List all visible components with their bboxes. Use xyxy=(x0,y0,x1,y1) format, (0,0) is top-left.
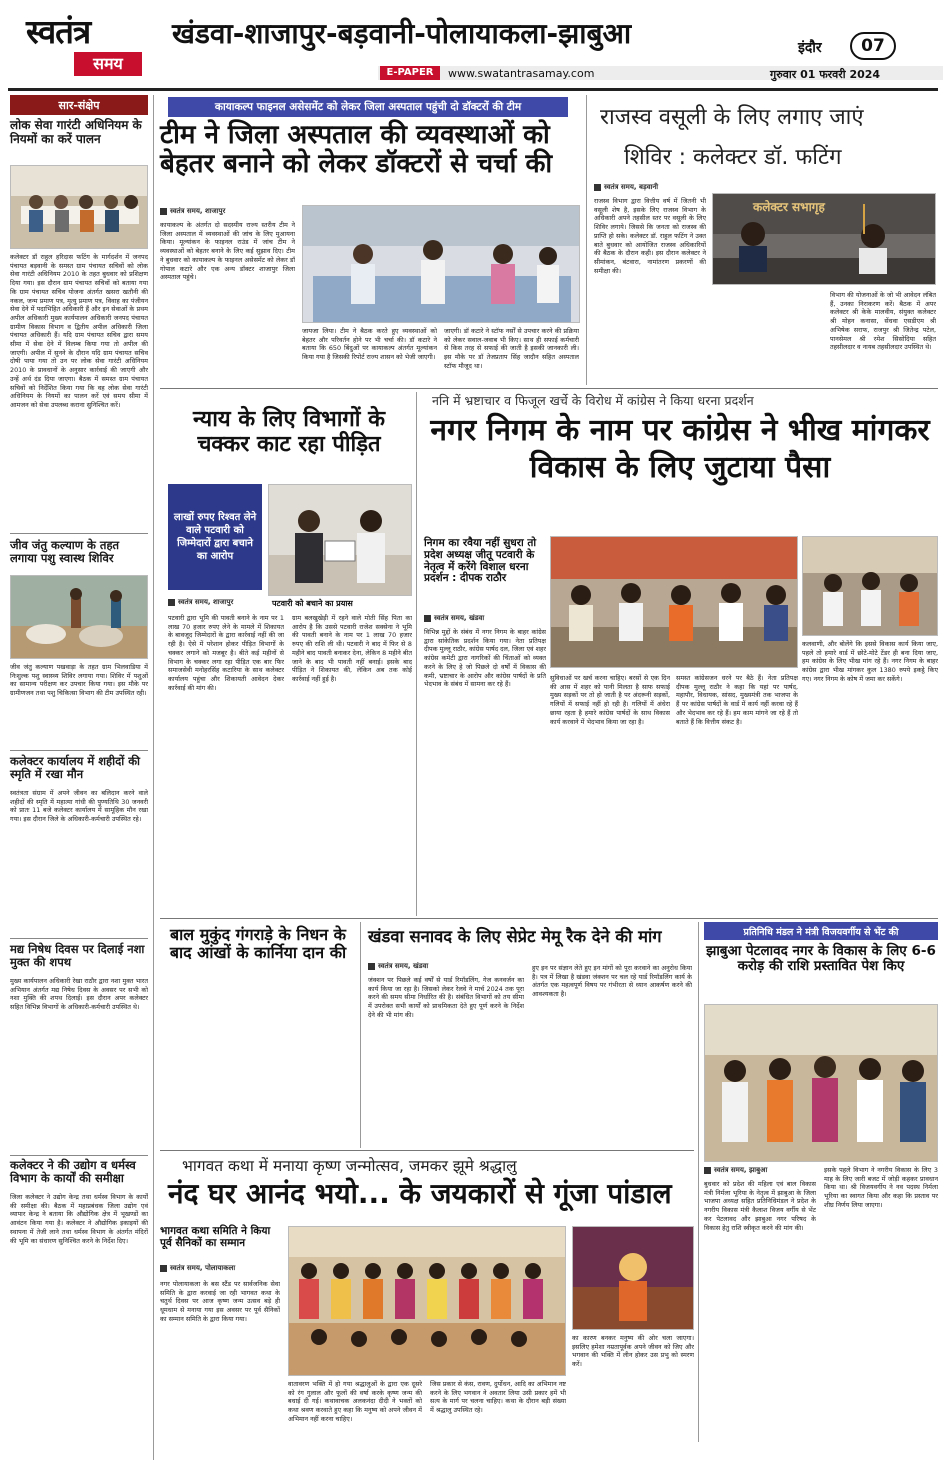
bhagwat-photo-image xyxy=(289,1227,566,1376)
congress-byline xyxy=(424,614,484,623)
congress-col1: विभिन्न मुद्दों के संबंध में नगर निगम के बाहर कांग्रेस द्वारा सांकेतिक प्रदर्शन किया गया। नेता प्रतिपक्ष दीपक मुल्लू राठौर, कांग्रेस पार्षद दल, जिला एवं शहर कांग्रेस कमेटी द्वारा नागरिकों की चिंताओं को व्यक्त करने के लिए हे जो पिछले दो वर्षों में विकास की कमी, भ्रष्टाचार के आरोप और कांग्रेस पार्षदों के प्रति भेदभाव के संबंध में सामना कर रहे हैं। xyxy=(424,628,546,689)
hospital-col3: जाएगी। डॉ कटारे ने स्टॉफ नर्सों से उपचार करने की प्रक्रिया को लेकर सवाल-जवाब भी किए। साथ ही सफाई कर्मचारी से किस तरह से सफाई की जाती है इसकी जानकारी ली। इस मौके पर डॉ तेजप्रताप सिंह जादौन सहित अस्पताल स्टॉफ मौजूद था। xyxy=(444,327,579,370)
bhagwat-col3: जिस प्रकार से कंस, रावण, दुर्योधन, आदि का अभिमान नष्ट करने के लिए भगवान ने अवतार लिया उसी प्रकार हमें भी सत्य के मार्ग पर चलना चाहिए। कथा के दौरान बड़ी संख्या में श्रद्धालु उपस्थित रहे। xyxy=(430,1380,566,1415)
congress-side-photo xyxy=(802,536,938,636)
hospital-byline-text: स्वतंत्र समय, शाजापुर xyxy=(170,207,226,215)
page-number: 07 xyxy=(861,36,885,56)
sidebar-item-text: स्वतंत्रता संग्राम में अपने जीवन का बलिदान करने वाले शहीदों की स्मृति में महात्मा गांधी की पुण्यतिथि 30 जनवरी को प्रातः 11 बजे कलेक्टर कार्यालय में सामूहिक मौन रखा गया। इस दौरान जिले के अधिकारी-कर्मचारी उपस्थित रहे। xyxy=(10,789,148,824)
petlawad-headline: झाबुआ पेटलावद नगर के विकास के लिए 6-6 करोड़ की राशि प्रस्तावित पेश किए xyxy=(706,943,936,975)
bhagwat-byline xyxy=(160,1264,235,1273)
revenue-col2: विभाग की योजनाओं के जो भी आवेदन लंबित हैं, उनका निराकरण करें। बैठक में अपर कलेक्टर श्री केके मालवीय, संयुक्त कलेक्टर श्री मोहन कनासा, सेंधवा एसडीएम श्री अभिषेक सराफ, राजपुर श्री जितेन्द्र पटेल, पानसेमल श्री रमेश सिसोदिया सहित तहसीलदार व नायब तहसीलदार उपस्थित थे। xyxy=(830,291,936,352)
petlawad-byline-text: स्वतंत्र समय, झाबुआ xyxy=(714,1166,768,1174)
masthead xyxy=(0,0,945,90)
memu-byline xyxy=(368,962,428,971)
section-divider xyxy=(160,388,938,389)
livestock-camp-image xyxy=(11,576,148,659)
sidebar-column-rule xyxy=(153,95,154,1460)
patwari-byline xyxy=(168,598,233,607)
section-divider xyxy=(160,1150,694,1151)
revenue-photo xyxy=(712,193,936,285)
patwari-photo-image xyxy=(269,485,412,596)
congress-protest-image xyxy=(551,537,798,668)
sidebar-item-headline: मद्य निषेध दिवस पर दिलाई नशा मुक्त की शपथ xyxy=(10,942,145,970)
donation-headline: बाल मुकुंद गंगराड़े के निधन के बाद आंखों के कार्निया दान की xyxy=(169,925,347,962)
column-rule xyxy=(416,392,417,916)
sidebar-divider xyxy=(10,750,148,751)
memu-col2: हुए इन पर संज्ञान लेते हुए इन मांगों को पूरा करवाने का अनुरोध किया है। पत्र में लिखा है खंडवा जंक्शन पर चल रहे यार्ड रिमॉडलिंग कार्य के अंतर्गत एक महत्वपूर्ण विषय पर गंभीरता से ध्यान आकर्षण करने की आवश्यकता है। xyxy=(532,964,692,999)
column-rule xyxy=(698,922,699,1442)
memu-story xyxy=(368,922,694,1148)
sidebar-divider xyxy=(10,533,148,534)
hospital-col1: कायाकल्प के अंतर्गत दो सदस्यीय राज्य स्तरीय टीम ने जिला अस्पताल में व्यवस्थाओं की जांच के लिए मुआयना किया। मूल्यांकन के फाइनल राउंड में जांच टीम ने व्यवस्थाओं को बेहतर बनाने के लिए कई सुझाव दिए। टीम ने बुधवार को कायाकल्प के फाइनल असेसमेंट को लेकर डॉ गोपाल कटारे और एक अन्य डॉक्टर शाजापुर जिला अस्पताल पहुंचे। xyxy=(160,221,295,282)
revenue-headline-line2: शिविर : कलेक्टर डॉ. फटिंग xyxy=(624,145,842,170)
patwari-col2: ग्राम बलखुखेड़ी में रहने वाले मोती सिंह पिता का आरोप है कि उससे पटवारी राजेश सक्सेना ने भूमि की पावती बनाने के नाम पर 1 लाख 70 हजार रुपए की राशि ली थी। पटवारी ने बाद में फिर से 8 महीने बाद पावती बनाकर देना, लेकिन 8 महीने बीत जाने के बाद भी पावती नहीं बनाई। इसके बाद पीड़ित ने शिकायत की, लेकिन अब तक कोई कार्रवाई नहीं हुई है। xyxy=(292,614,412,683)
sidebar-item-text: मुख्य कार्यपालन अधिकारी रेखा राठौर द्वारा नशा मुक्त भारत अभियान अंतर्गत मद्य निषेध दिवस के अवसर पर सभी को नशा मुक्ति की शपथ दिलाई। इस दौरान अपर कलेक्टर सहित विभिन्न विभागों के अधिकारी-कर्मचारी उपस्थित थे। xyxy=(10,977,148,1012)
revenue-story xyxy=(594,95,936,385)
petlawad-col1: बुधवार को प्रदेश की महिला एवं बाल विकास मंत्री निर्मला भूरिया के नेतृत्व में झाबुआ के जिला भाजपा अध्यक्ष सहित प्रतिनिधिमंडल ने प्रदेश के नगरीय विकास मंत्री कैलाश विजय वर्गीय से भेंट कर पेटलावद और झाबुआ नगर परिषद के विकास हेतु राशि स्वीकृत करने की मांग की। xyxy=(704,1180,816,1232)
logo[interactable] xyxy=(26,14,152,82)
revenue-headline-line1: राजस्व वसूली के लिए लगाए जाएं xyxy=(600,105,864,130)
petlawad-kicker: प्रतिनिधि मंडल ने मंत्री विजयवर्गीय से भेंट की xyxy=(704,922,938,940)
city-label: इंदौर xyxy=(798,40,822,56)
patwari-photo-caption: पटवारी को बचाने का प्रयास xyxy=(272,599,353,608)
hospital-photo xyxy=(302,205,580,323)
bhagwat-photo xyxy=(288,1226,566,1376)
petlawad-photo xyxy=(704,1004,938,1162)
logo-top-text: स्वतंत्र xyxy=(26,12,91,51)
column-rule xyxy=(586,95,587,385)
congress-col2: सुविधाओं पर खर्च करना चाहिए। बरसों से एक दिन की आस में शहर को पानी मिलता है साफ सफाई मुख्य सड़कों पर तो हो जाती है पर अंदरूनी सड़कों, गलियों में सफाई नहीं हो रही है। गलियों में अंधेरा छाया रहता है हमारे कांग्रेस पार्षदों के साथ विकास कार्य करवाने में भेदभाव किया जा रहा है। xyxy=(550,674,670,726)
bhagwat-kicker: भागवत कथा में मनाया कृष्ण जन्मोत्सव, जमकर झूमे श्रद्धालु xyxy=(182,1157,517,1175)
patwari-headline: न्याय के लिए विभागों के चक्कर काट रहा पीड़ित xyxy=(192,407,386,457)
byline-marker xyxy=(168,599,175,606)
bhagwat-col1: नगर पोलायाकला के बस स्टैंड पर सार्वजनिक सेवा समिति के द्वारा करवाई जा रही भागवत कथा के चतुर्थ दिवस पर आज कृष्ण जन्म उत्सव बड़े ही धूमधाम से मनाया गया इस अवसर पर पूर्व सैनिकों का सम्मान समिति के द्वारा किया गया। xyxy=(160,1280,280,1323)
donation-story xyxy=(160,922,356,1140)
page-number-badge xyxy=(850,32,896,60)
congress-story xyxy=(422,392,938,916)
sidebar-item xyxy=(10,755,148,920)
memu-col1: जंक्शन पर पिछले कई वर्षों से यार्ड रिमॉडलिंग, गेज कनवर्जन का कार्य किया जा रहा है। जिसको लेकर रेलवे ने मार्च 2024 तक पूरा करने की समय सीमा निर्धारित की है। संबंधित विभागों को तय सीमा में उपरोक्त सभी कार्यों को प्राथमिकता देते हुए पूर्ण करने के निर्देश देने की भी मांग की। xyxy=(368,976,524,1019)
sidebar-divider xyxy=(10,1155,148,1156)
patwari-story xyxy=(160,392,412,916)
sidebar-item xyxy=(10,1159,148,1459)
sidebar xyxy=(10,95,148,1460)
petlawad-story xyxy=(704,922,938,1452)
congress-protest-photo xyxy=(550,536,798,668)
bhagwat-col2: वातावरण भक्ति में हो गया श्रद्धालुओं के द्वारा एक दूसरे को रंग गुलाल और फूलों की वर्षा करके कृष्ण जन्म की बधाई दी गई। कथावाचक अलकनंदा दीदी ने भक्तों को कथा श्रवण करवाते हुए कहा कि मनुष्य को अपने जीवन में अभिमान नहीं करना चाहिए। xyxy=(288,1380,422,1423)
byline-marker xyxy=(424,615,431,622)
memu-byline-text: स्वतंत्र समय, खंडवा xyxy=(378,962,429,970)
byline-marker xyxy=(160,208,167,215)
byline-marker xyxy=(368,963,375,970)
hospital-byline xyxy=(160,207,225,216)
bhagwat-side-photo xyxy=(572,1226,694,1330)
sidebar-item xyxy=(10,539,148,769)
sidebar-item xyxy=(10,943,148,1153)
revenue-byline xyxy=(594,183,658,192)
revenue-byline-text: स्वतंत्र समय, बड़वानी xyxy=(604,183,659,191)
hospital-col2: जायजा लिया। टीम ने बैठक करते हुए व्यवस्थाओं को बेहतर और परिवर्तन होने पर भी चर्चा की। डॉ कटारे ने बताया कि 650 बिंदुओं पर कायाकल्प अंतर्गत मूल्यांकन किया गया है जिसकी रिपोर्ट राज्य शासन को भेजी जाएगी। xyxy=(302,327,437,362)
patwari-col1: पटवारी द्वारा भूमि की पावती बनाने के नाम पर 1 लाख 70 हजार रुपए लेने के मामले में शिकायत के बावजूद जिम्मेदारों के द्वारा कार्रवाई नहीं की जा रही है। ऐसे में परेशान होकर पीड़ित विभागों के चक्कर लगाने को मजबूर है। बीते कई महीनों से विभाग के चक्कर लगा रहा पीड़ित एक बार फिर समाजसेवी मनोहरसिंह कटारिया के साथ कलेक्टर कार्यालय पहुंचा और शिकायती आवेदन देकर कार्रवाई की मांग की। xyxy=(168,614,284,692)
sidebar-item-text: कलेक्टर डॉ राहुल हरिदास फटिंग के मार्गदर्शन में जनपद पंचायत बड़वानी के समस्त ग्राम पंचायत सचिवों को लोक सेवा गारंटी अधिनियम 2010 के तहत बुधवार को प्रशिक्षण दिया गया। इस दौरान ग्राम पंचायत सचिवों को बताया गया कि ग्राम पंचायत सचिव योजना अंतर्गत खसरा खतौनी की नकल, जन्म प्रमाण पत्र, मृत्यु प्रमाण पत्र, विवाह का पंजीयन सेवा देने में पदाभिहित अधिकारी हैं और इन सेवाओं के प्रथम अपील अधिकारी मुख्य कार्यपालन अधिकारी जनपद पंचायत ग्रामीण विकास विभाग व द्वितीय अपील अधिकारी जिला पंचायत अधिकारी हैं। यदि ग्राम पंचायत सचिव द्वारा समय सीमा में सेवा देने में विलम्ब किया गया तो अपील की जाएगी। अपील में सुनने के दौरान यदि ग्राम पंचायत सचिव दोषी पाया गया तो उन पर लोक सेवा गारंटी अधिनियम 2010 के प्रावधानों के अनुसार कार्रवाई की जाएगी और उन्हें अर्थ दंड दिया जाएगा। बैठक में समस्त ग्राम पंचायत सचिवों को निर्देशित किया गया कि वह लोक सेवा गारंटी अधिनियम के नियमों का पालन करें एवं समय सीमा में आमजन को सेवा उपलब्ध कराना सुनिश्चित करें। xyxy=(10,253,148,409)
bhagwat-story xyxy=(160,1152,694,1460)
petlawad-photo-image xyxy=(705,1005,938,1162)
sidebar-item-headline: लोक सेवा गारंटी अधिनियम के नियमों का करें पालन xyxy=(10,118,142,146)
section-divider xyxy=(160,918,938,919)
livestock-camp-photo xyxy=(10,575,148,659)
meeting-photo xyxy=(10,165,148,249)
bhagwat-col4: का कारण बनकर मनुष्य की ओर चला जाएगा। इसलिए हमेशा नम्रतापूर्वक अपने जीवन को जिए और भगवान की भक्ति में लीन होकर उस प्रभु को स्मरण करें। xyxy=(572,1334,694,1369)
column-rule xyxy=(360,922,361,1148)
hospital-headline: टीम ने जिला अस्पताल की व्यवस्थाओं को बेहतर बनाने को लेकर डॉक्टरों से चर्चा की xyxy=(160,120,553,180)
congress-byline-text: स्वतंत्र समय, खंडवा xyxy=(434,614,485,622)
byline-marker xyxy=(704,1167,711,1174)
revenue-col1: राजस्व विभाग द्वारा वित्तीय वर्ष में जितनी भी वसूली शेष है, इसके लिए राजस्व विभाग के अधिकारी अपने तहसील स्तर पर वसूली के लिए शिविर लगाये। जिससे कि जनता को राजस्व की प्राप्ति हो सके। कलेक्टर डॉ. राहुल फटिंग ने उक्त बाते बुधवार को आयोजित राजस्व अधिकारियों की बैठक के दौरान कही। इस दौरान कलेक्टर ने सीमांकन, बंटवारा, नामांतरण प्रकरणों की समीक्षा की। xyxy=(594,197,706,275)
byline-marker xyxy=(594,184,601,191)
hospital-story xyxy=(160,95,580,385)
patwari-byline-text: स्वतंत्र समय, शाजापुर xyxy=(178,598,234,606)
sidebar-item-headline: कलेक्टर कार्यालय में शहीदों की स्मृति में रखा मौन xyxy=(10,754,141,782)
bhagwat-byline-text: स्वतंत्र समय, पोलायाकला xyxy=(170,1264,236,1272)
petlawad-col2: इसके पहले विभाग ने नगरीय विकास के लिए 3 माह के लिए जारी बजट में जोड़ी कहकर प्रावधान किया था। श्री विजयवर्गीय ने नव पदस्थ निर्मला भूरिया का स्वागत किया और कहा कि प्रस्ताव पर शीघ्र निर्णय लिया जाएगा। xyxy=(824,1166,938,1209)
bhagwat-headline: नंद घर आनंद भयो... के जयकारों से गूंजा पांडाल xyxy=(168,1177,672,1210)
bhagwat-subhead: भागवत कथा समिति ने किया पूर्व सैनिकों का सम्मान xyxy=(160,1225,271,1249)
sidebar-divider xyxy=(10,938,148,939)
congress-kicker: ननि में भ्रष्टाचार व फिजूल खर्चे के विरोध में कांग्रेस ने किया धरना प्रदर्शन xyxy=(432,393,754,408)
meeting-photo-image xyxy=(11,166,148,249)
sidebar-item-headline: कलेक्टर ने की उद्योग व धर्मस्व विभाग के कार्यों की समीक्षा xyxy=(10,1158,136,1186)
sidebar-item xyxy=(10,119,148,479)
byline-marker xyxy=(160,1265,167,1272)
logo-bottom-text: समय xyxy=(74,52,142,76)
congress-headline: नगर निगम के नाम पर कांग्रेस ने भीख मांगकर विकास के लिए जुटाया पैसा xyxy=(430,413,930,486)
patwari-photo xyxy=(268,484,412,596)
sidebar-item-text: जीव जंतु कल्याण पखवाड़ा के तहत ग्राम भिलवाडिया में निःशुल्क पशु स्वास्थ्य शिविर लगाया गया। शिविर में पशुओं का सामान्य परीक्षण कर उपचार किया गया। इस मौके पर ग्रामीणजन तथा पशु चिकित्सा विभाग की टीम उपस्थित रही। xyxy=(10,663,148,698)
congress-col4: कलवाणी, और बोलेंगे कि इससे विकास कार्य किया जाए, पहले तो हमारे वार्ड में छोटे-मोटे टेंडर ही बना दिया जाए, हम कांग्रेस के लिए भीख मांग रहे हैं। नगर निगम के बाहर कांग्रेस द्वारा भीख मांगकर कुल 1380 रुपये इकट्ठे किए गए। नगर निगम के कोष में जमा कर सकेंगे। xyxy=(802,640,938,683)
congress-subhead: निगम का रवैया नहीं सुधरा तो प्रदेश अध्यक्ष जीतू पटवारी के नेतृत्व में करेंगे विशाल धरना प्रदर्शन : दीपक राठौर xyxy=(424,537,537,585)
congress-side-image xyxy=(803,537,938,636)
hospital-photo-image xyxy=(303,206,580,323)
congress-col3: समस्त कांग्रेसजन धरने पर बैठे हैं। नेता प्रतिपक्ष दीपक मुल्लू राठौर ने कहा कि यहां पर पार्षद, महापौर, विधायक, सांसद, मुख्यमंत्री तक भाजपा के हैं पर कांग्रेस पार्षदों के वार्ड में कार्य नहीं करवा रहे हैं और भेदभाव कर रहे हैं। हम काम मांगने जा रहे हैं तो बताते हैं कि वित्तीय संकट है। xyxy=(676,674,798,726)
petlawad-byline xyxy=(704,1166,767,1175)
bhagwat-side-image xyxy=(573,1227,694,1330)
patwari-sidebox: लाखों रुपए रिश्वत लेने वाले पटवारी को जिम्मेदारों द्वारा बचाने का आरोप xyxy=(168,484,262,590)
memu-headline: खंडवा सनावद के लिए सेप्रेट मेमू रैक देने की मांग xyxy=(368,927,662,946)
revenue-photo-caption: कलेक्टर सभागृह xyxy=(753,200,825,214)
region-title: खंडवा-शाजापुर-बड़वानी-पोलायाकला-झाबुआ xyxy=(172,17,632,50)
masthead-divider xyxy=(8,88,938,91)
website-link[interactable]: www.swatantrasamay.com xyxy=(448,67,595,80)
sidebar-item-text: जिला कलेक्टर ने उद्योग केन्द्र तथा धर्मस्व विभाग के कार्यों की समीक्षा की। बैठक में महाप्रबंधक जिला उद्योग एवं व्यापार केन्द्र ने बताया कि औद्योगिक क्षेत्र में भूखण्डों का आवंटन किया गया है। कलेक्टर ने औद्योगिक इकाइयों की स्थापना में तेजी लाने तथा धर्मस्व विभाग के अंतर्गत मंदिरों की भूमि का संधारण सुनिश्चित करने के निर्देश दिए। xyxy=(10,1193,148,1245)
sidebar-header xyxy=(10,95,148,115)
hospital-kicker: कायाकल्प फाइनल असेसमेंट को लेकर जिला अस्पताल पहुंची दो डॉक्टरों की टीम xyxy=(168,97,568,117)
sidebar-header-text: सार-संक्षेप xyxy=(58,98,100,112)
epaper-label: E-PAPER xyxy=(380,66,440,80)
issue-date: गुरुवार 01 फरवरी 2024 xyxy=(770,68,881,81)
sidebar-item-headline: जीव जंतु कल्याण के तहत लगाया पशु स्वास्थ शिविर xyxy=(10,538,120,566)
